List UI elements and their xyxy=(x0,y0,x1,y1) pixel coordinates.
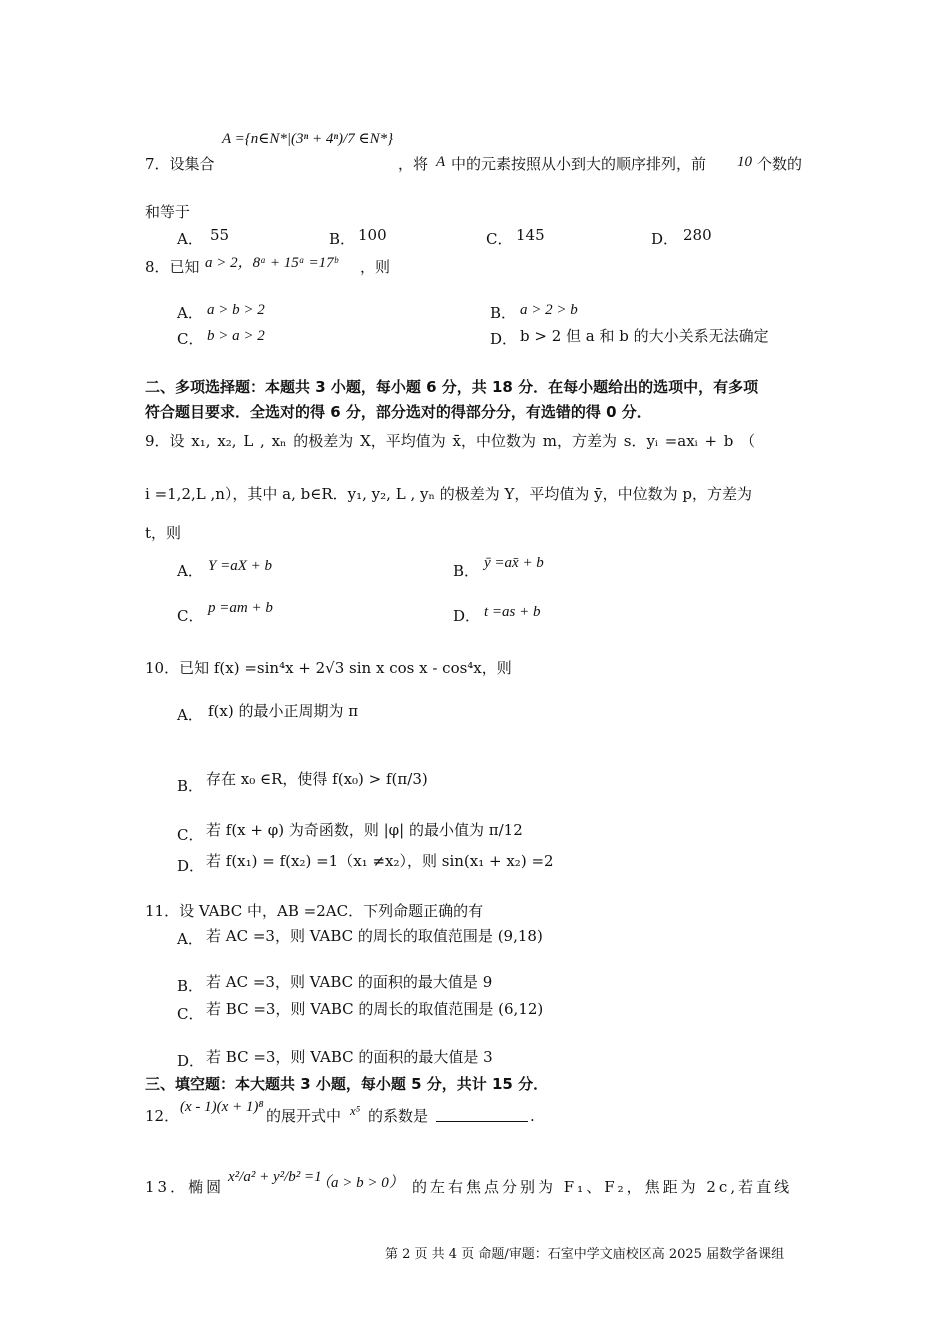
q8-option-b-label: B． xyxy=(490,304,517,322)
q12-number: 12． xyxy=(145,1107,180,1125)
q10-option-c-label: C． xyxy=(177,826,204,844)
q7-text-c: 个数的 xyxy=(757,155,803,173)
q7-set-formula: A ={n∈N*|(3ⁿ + 4ⁿ)/7 ∈N*} xyxy=(222,131,394,147)
q10-option-b-value: 存在 x₀ ∈R，使得 f(x₀) > f(π/3) xyxy=(206,770,428,788)
q13-text: 的左右焦点分别为 F₁、F₂，焦距为 2c,若直线 xyxy=(412,1178,793,1196)
q8-option-a-value: a > b > 2 xyxy=(207,302,265,318)
q7-number: 7．设集合 xyxy=(145,155,215,173)
q9-option-a-label: A． xyxy=(177,562,203,580)
q9-option-b-label: B． xyxy=(453,562,480,580)
q10-stem: 10．已知 f(x) =sin⁴x + 2√3 sin x cos x - cos⁴x，则 xyxy=(145,659,512,677)
q7-num10: 10 xyxy=(737,154,752,170)
q8-option-d-label: D． xyxy=(490,330,518,348)
q10-option-d-label: D． xyxy=(177,857,205,875)
q8-option-a-label: A． xyxy=(177,304,203,322)
q7-option-b-label: B． xyxy=(329,230,356,248)
q7-text-b: 中的元素按照从小到大的顺序排列，前 xyxy=(451,155,707,173)
q13-ellipse-equation: x²/a² + y²/b² =1 xyxy=(228,1169,322,1185)
q7-option-d-label: D． xyxy=(651,230,679,248)
section3-heading: 三、填空题：本大题共 3 小题，每小题 5 分，共计 15 分． xyxy=(145,1075,549,1093)
q11-option-a-label: A． xyxy=(177,930,203,948)
q11-option-c-value: 若 BC =3，则 VABC 的周长的取值范围是 (6,12) xyxy=(206,1000,544,1018)
q7-text-a: ，将 xyxy=(398,155,429,173)
q7-option-b-value: 100 xyxy=(358,226,387,244)
q9-option-b-value: ȳ =ax̄ + b xyxy=(484,555,544,571)
q11-option-d-label: D． xyxy=(177,1052,205,1070)
page-footer: 第 2 页 共 4 页 命题/审题：石室中学文庙校区高 2025 届数学备课组 xyxy=(385,1247,785,1262)
q7-option-c-value: 145 xyxy=(516,226,545,244)
q12-expression: (x - 1)(x + 1)⁸ xyxy=(180,1099,264,1115)
q11-option-d-value: 若 BC =3，则 VABC 的面积的最大值是 3 xyxy=(206,1048,493,1066)
q12-tail: 的系数是 xyxy=(368,1107,429,1125)
q8-option-b-value: a > 2 > b xyxy=(520,302,578,318)
q8-option-c-label: C． xyxy=(177,330,204,348)
q8-tail: ，则 xyxy=(360,258,391,276)
q12-end: . xyxy=(530,1107,535,1125)
q7-option-a-label: A． xyxy=(177,230,203,248)
q9-line2: i =1,2,L ,n），其中 a, b∈R．y₁, y₂, L , yₙ 的极差为 Y，平均值为 ȳ，中位数为 p，方差为 xyxy=(145,485,752,503)
q7-option-d-value: 280 xyxy=(683,226,712,244)
q11-option-c-label: C． xyxy=(177,1005,204,1023)
q7-option-a-value: 55 xyxy=(210,226,230,244)
q8-option-d-value: b > 2 但 a 和 b 的大小关系无法确定 xyxy=(520,327,769,345)
q7-var-a: A xyxy=(436,154,446,170)
q11-stem: 11．设 VABC 中，AB =2AC．下列命题正确的有 xyxy=(145,902,484,920)
section2-heading-line2: 符合题目要求．全选对的得 6 分，部分选对的得部分分，有选错的得 0 分． xyxy=(145,403,652,421)
q10-option-b-label: B． xyxy=(177,777,204,795)
q10-option-a-label: A． xyxy=(177,706,203,724)
q9-option-c-label: C． xyxy=(177,607,204,625)
q9-option-a-value: Y =aX + b xyxy=(208,558,272,574)
q12-mid: 的展开式中 xyxy=(266,1107,342,1125)
q7-option-c-label: C． xyxy=(486,230,513,248)
q13-condition: （a > b > 0） xyxy=(316,1175,404,1191)
q9-option-d-value: t =as + b xyxy=(484,604,541,620)
q9-line1: 9．设 x₁, x₂, L , xₙ 的极差为 X，平均值为 x̄，中位数为 m，方差为 s．yᵢ =axᵢ + b （ xyxy=(145,432,756,450)
q11-option-b-value: 若 AC =3，则 VABC 的面积的最大值是 9 xyxy=(206,973,493,991)
q12-answer-blank[interactable] xyxy=(436,1107,528,1126)
q8-option-c-value: b > a > 2 xyxy=(207,328,265,344)
q10-option-c-value: 若 f(x + φ) 为奇函数，则 |φ| 的最小值为 π/12 xyxy=(206,821,523,839)
q8-number: 8．已知 xyxy=(145,258,200,276)
q7-line2: 和等于 xyxy=(145,203,191,221)
q13-number: 13．椭圆 xyxy=(145,1178,225,1196)
q9-line3: t，则 xyxy=(145,524,182,542)
q9-option-c-value: p =am + b xyxy=(208,600,273,616)
q11-option-b-label: B． xyxy=(177,977,204,995)
q10-option-a-value: f(x) 的最小正周期为 π xyxy=(208,702,359,720)
q10-option-d-value: 若 f(x₁) = f(x₂) =1（x₁ ≠x₂），则 sin(x₁ + x₂) =2 xyxy=(206,852,554,870)
section2-heading-line1: 二、多项选择题：本题共 3 小题，每小题 6 分，共 18 分．在每小题给出的选项中，有多项 xyxy=(145,378,759,396)
q8-condition: a > 2，8ᵃ + 15ᵃ =17ᵇ xyxy=(205,255,338,271)
q12-term: x⁵ xyxy=(350,1103,361,1118)
q11-option-a-value: 若 AC =3，则 VABC 的周长的取值范围是 (9,18) xyxy=(206,927,543,945)
q9-option-d-label: D． xyxy=(453,607,481,625)
